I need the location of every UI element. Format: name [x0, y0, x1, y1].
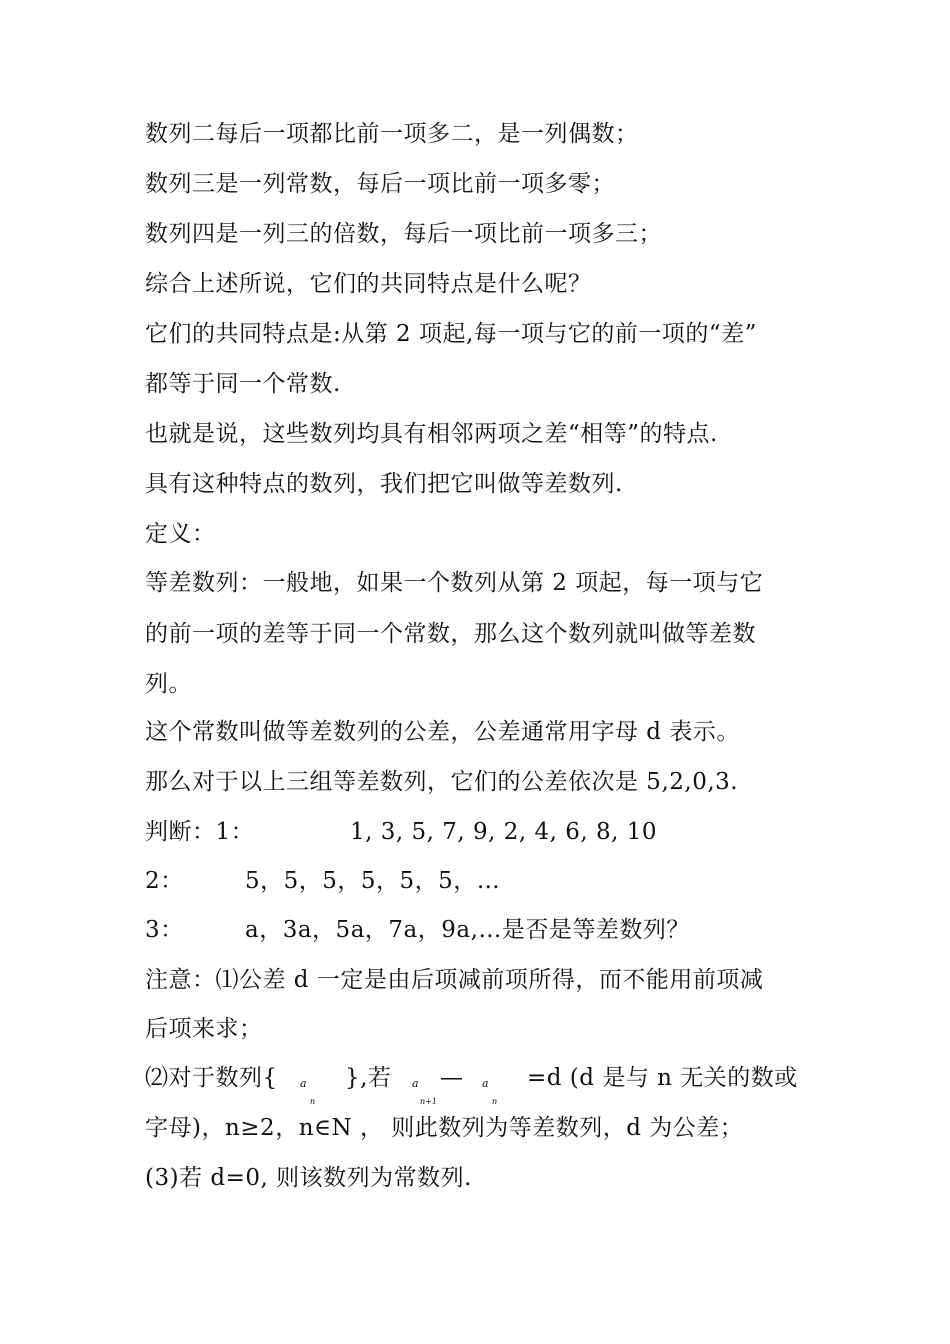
sequence-3: a，3a，5a，7a，9a,…是否是等差数列？	[245, 917, 690, 943]
text-line: 数列四是一列三的倍数，每后一项比前一项多三；	[145, 221, 662, 247]
math-a-n1: a	[412, 1077, 419, 1090]
math-subscript-n2: n	[492, 1097, 498, 1106]
text-line: 它们的共同特点是:从第 2 项起,每一项与它的前一项的“差”	[145, 321, 757, 347]
judge-label-1: 判断：1：	[145, 819, 255, 845]
note-2-mid: },若	[345, 1065, 392, 1091]
sequence-1: 1, 3, 5, 7, 9, 2, 4, 6, 8, 10	[350, 819, 658, 845]
judge-label-3: 3：	[145, 917, 184, 943]
text-line: 综合上述所说，它们的共同特点是什么呢？	[145, 271, 592, 297]
section-heading: 定义：	[145, 521, 216, 547]
math-a-n2: a	[482, 1077, 489, 1090]
text-line: 也就是说，这些数列均具有相邻两项之差“相等”的特点.	[145, 421, 718, 447]
text-line: 这个常数叫做等差数列的公差，公差通常用字母 d 表示。	[145, 719, 740, 745]
text-line: 具有这种特点的数列，我们把它叫做等差数列.	[145, 471, 623, 497]
definition-line: 列。	[145, 671, 192, 697]
text-line: 数列二每后一项都比前一项多二，是一列偶数；	[145, 121, 639, 147]
sequence-2: 5，5，5，5，5，5，…	[245, 868, 501, 894]
note-1: 注意：⑴公差 d 一定是由后项减前项所得，而不能用前项减	[145, 967, 764, 993]
text-line: 那么对于以上三组等差数列，它们的公差依次是 5,2,0,3.	[145, 769, 739, 795]
note-2-prefix: ⑵对于数列{	[145, 1065, 278, 1091]
definition-line: 等差数列：一般地，如果一个数列从第 2 项起，每一项与它	[145, 570, 764, 596]
math-subscript-n1: n+1	[420, 1097, 437, 1106]
definition-line: 的前一项的差等于同一个常数，那么这个数列就叫做等差数	[145, 621, 756, 647]
text-line: 都等于同一个常数.	[145, 371, 341, 397]
judge-label-2: 2：	[145, 868, 184, 894]
minus-sign: —	[440, 1065, 464, 1091]
note-1-cont: 后项来求；	[145, 1016, 263, 1042]
text-line: 数列三是一列常数，每后一项比前一项多零；	[145, 171, 615, 197]
math-subscript-n: n	[310, 1097, 316, 1106]
note-3: (3)若 d=0, 则该数列为常数列.	[145, 1165, 472, 1191]
note-2-cont: 字母)，n≥2，n∈N ， 则此数列为等差数列，d 为公差；	[145, 1115, 744, 1141]
note-2-suffix: =d (d 是与 n 无关的数或	[527, 1065, 798, 1091]
math-a-n: a	[300, 1077, 307, 1090]
